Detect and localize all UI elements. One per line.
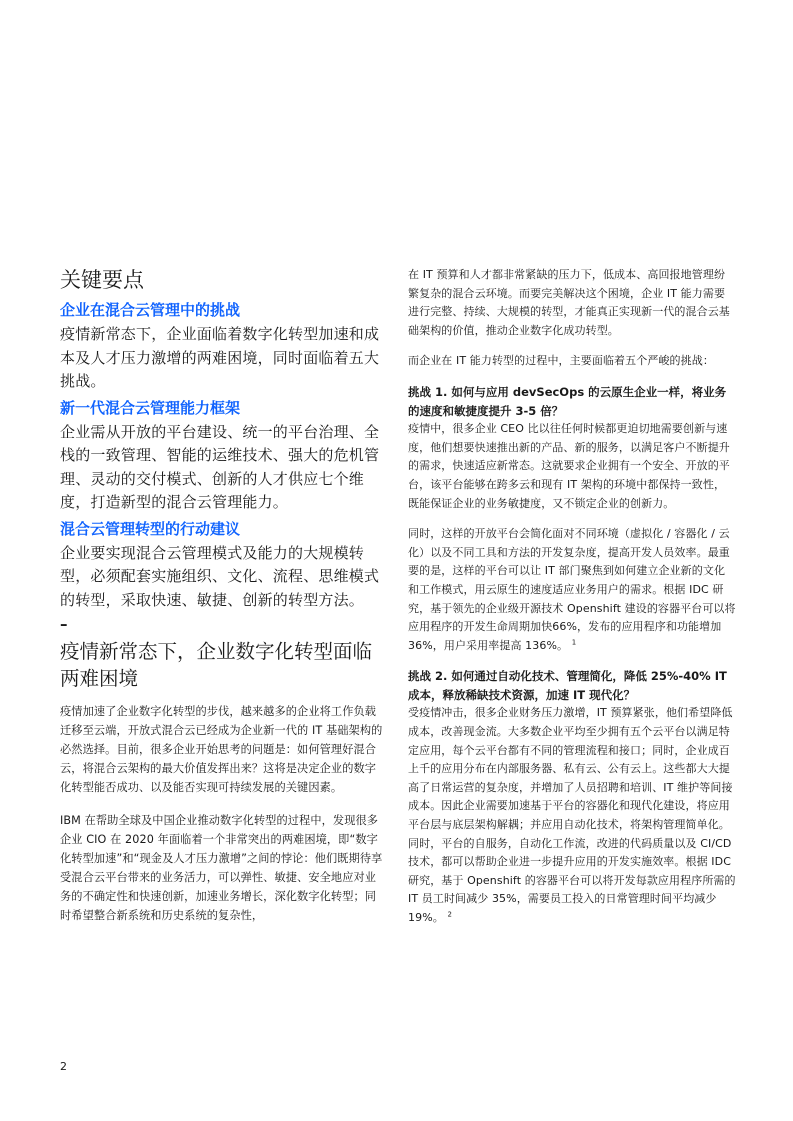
challenge-1-body: 疫情中，很多企业 CEO 比以往任何时候都更迫切地需要创新与速度，他们想要快速推出新的产品、新的服务，以满足客户不断提升的需求，快速适应新常态。这就要求企业拥有一个安全、开放的平台，该平台能够在跨多云和现有 IT 架构的环境中都保持一致性，既能保证企业的业务敏捷度，又不锁定企业的创新力。 (408, 422, 730, 510)
challenge-1-body-2-text: 同时，这样的开放平台会简化面对不同环境（虚拟化 / 容器化 / 云化）以及不同工具和方法的开发复杂度，提高开发人员效率。最重要的是，这样的平台可以让 IT 部门聚焦到如何建立企业新的文化和工作模式，用云原生的速度适应业务用户的需求。根据 IDC 研究，基于领先的企业级开源技术 Openshift 建设的容器平台可以将应用程序的开发生命周期加快66%，发布的应用程序和功能增加 36%，用户采用率提高 136%。 (408, 527, 736, 652)
challenge-1-body-2 (408, 525, 736, 655)
key-point-heading-3: 混合云管理转型的行动建议 (60, 519, 241, 538)
key-point-body-1: 疫情新常态下，企业面临着数字化转型加速和成本及人才压力激增的两难困境，同时面临着五大挑战。 (60, 325, 380, 390)
footnote-1: 1 (571, 638, 577, 647)
key-point-heading-1: 企业在混合云管理中的挑战 (60, 301, 241, 319)
key-point-body-3: 企业要实现混合云管理模式及能力的大规模转型，必须配套实施组织、文化、流程、思维模式的转型，采取快速、敏捷、创新的转型方法。 (60, 543, 380, 609)
right-paragraph-2: 而企业在 IT 能力转型的过程中，主要面临着五个严峻的挑战： (408, 354, 714, 368)
right-column (408, 266, 736, 940)
challenge-2-body (408, 704, 736, 927)
footnote-2: 2 (447, 910, 453, 919)
challenge-2-body-text: 受疫情冲击，很多企业财务压力激增，IT 预算紧张，他们希望降低成本，改善现金流。大多数企业平均至少拥有五个云平台以满足特定应用，每个云平台都有不同的管理流程和接口；同时，企业成百上千的应用分布在内部服务器、私有云、公有云上。这些都大大提高了日常运营的复杂度，并增加了人员招聘和培训、IT 维护等间接成本。因此企业需要加速基于平台的容器化和现代化建设，将应用平台层与底层架构解耦；并应用自动化技术，将架构管理简单化。同时，平台的自服务，自动化工作流，改进的代码质量以及 CI/CD 技术，都可以帮助企业进一步提升应用的开发实施效率。根据 IDC 研究，基于 Openshift 的容器平台可以将开发每款应用程序所需的 IT 员工时间减少 35%，需要员工投入的日常管理时间平均减少 19%。 (408, 706, 736, 924)
challenge-1-title: 挑战 1. 如何与应用 devSecOps 的云原生企业一样，将业务的速度和敏捷度提升 3-5 倍？ (408, 384, 727, 418)
key-point-body-2: 企业需从开放的平台建设、统一的平台治理、全栈的一致管理、智能的运维技术、强大的危机管理、灵动的交付模式、创新的人才供应七个维度，打造新型的混合云管理能力。 (60, 422, 380, 511)
separator-dash: – (60, 615, 68, 633)
challenge-2-title: 挑战 2. 如何通过自动化技术、管理简化，降低 25%-40% IT 成本，释放稀缺技术资源，加速 IT 现代化？ (408, 669, 727, 702)
section-title: 疫情新常态下，企业数字化转型面临两难困境 (60, 640, 373, 690)
left-column (60, 266, 386, 939)
key-point-heading-2: 新一代混合云管理能力框架 (60, 398, 241, 417)
right-paragraph-1: 在 IT 预算和人才都非常紧缺的压力下，低成本、高回报地管理纷繁复杂的混合云环境。而要完美解决这个困境，企业 IT 能力需要进行完整、持续、大规模的转型，才能真正实现新一代的混合云基础架构的价值，推动企业数字化成功转型。 (408, 268, 730, 337)
section-paragraph-2: IBM 在帮助全球及中国企业推动数字化转型的过程中，发现很多企业 CIO 在 2020 年面临着一个非常突出的两难困境，即“数字化转型加速”和“现金及人才压力激增”之间的悖论：他们既期待享受混合云平台带来的业务活力，可以弹性、敏捷、安全地应对业务的不确定性和快速创新，加速业务增长，深化数字化转型；同时希望整合新系统和历史系统的复杂性， (60, 814, 383, 922)
key-points-title: 关键要点 (60, 268, 144, 292)
section-paragraph-1: 疫情加速了企业数字化转型的步伐，越来越多的企业将工作负载迁移至云端，开放式混合云已经成为企业新一代的 IT 基础架构的必然选择。目前，很多企业开始思考的问题是：如何管理好混合云，将混合云架构的最大价值发挥出来？这将是决定企业的数字化转型能否成功、以及能否实现可持续发展的关键因素。 (60, 705, 383, 794)
page-number: 2 (60, 1060, 67, 1073)
